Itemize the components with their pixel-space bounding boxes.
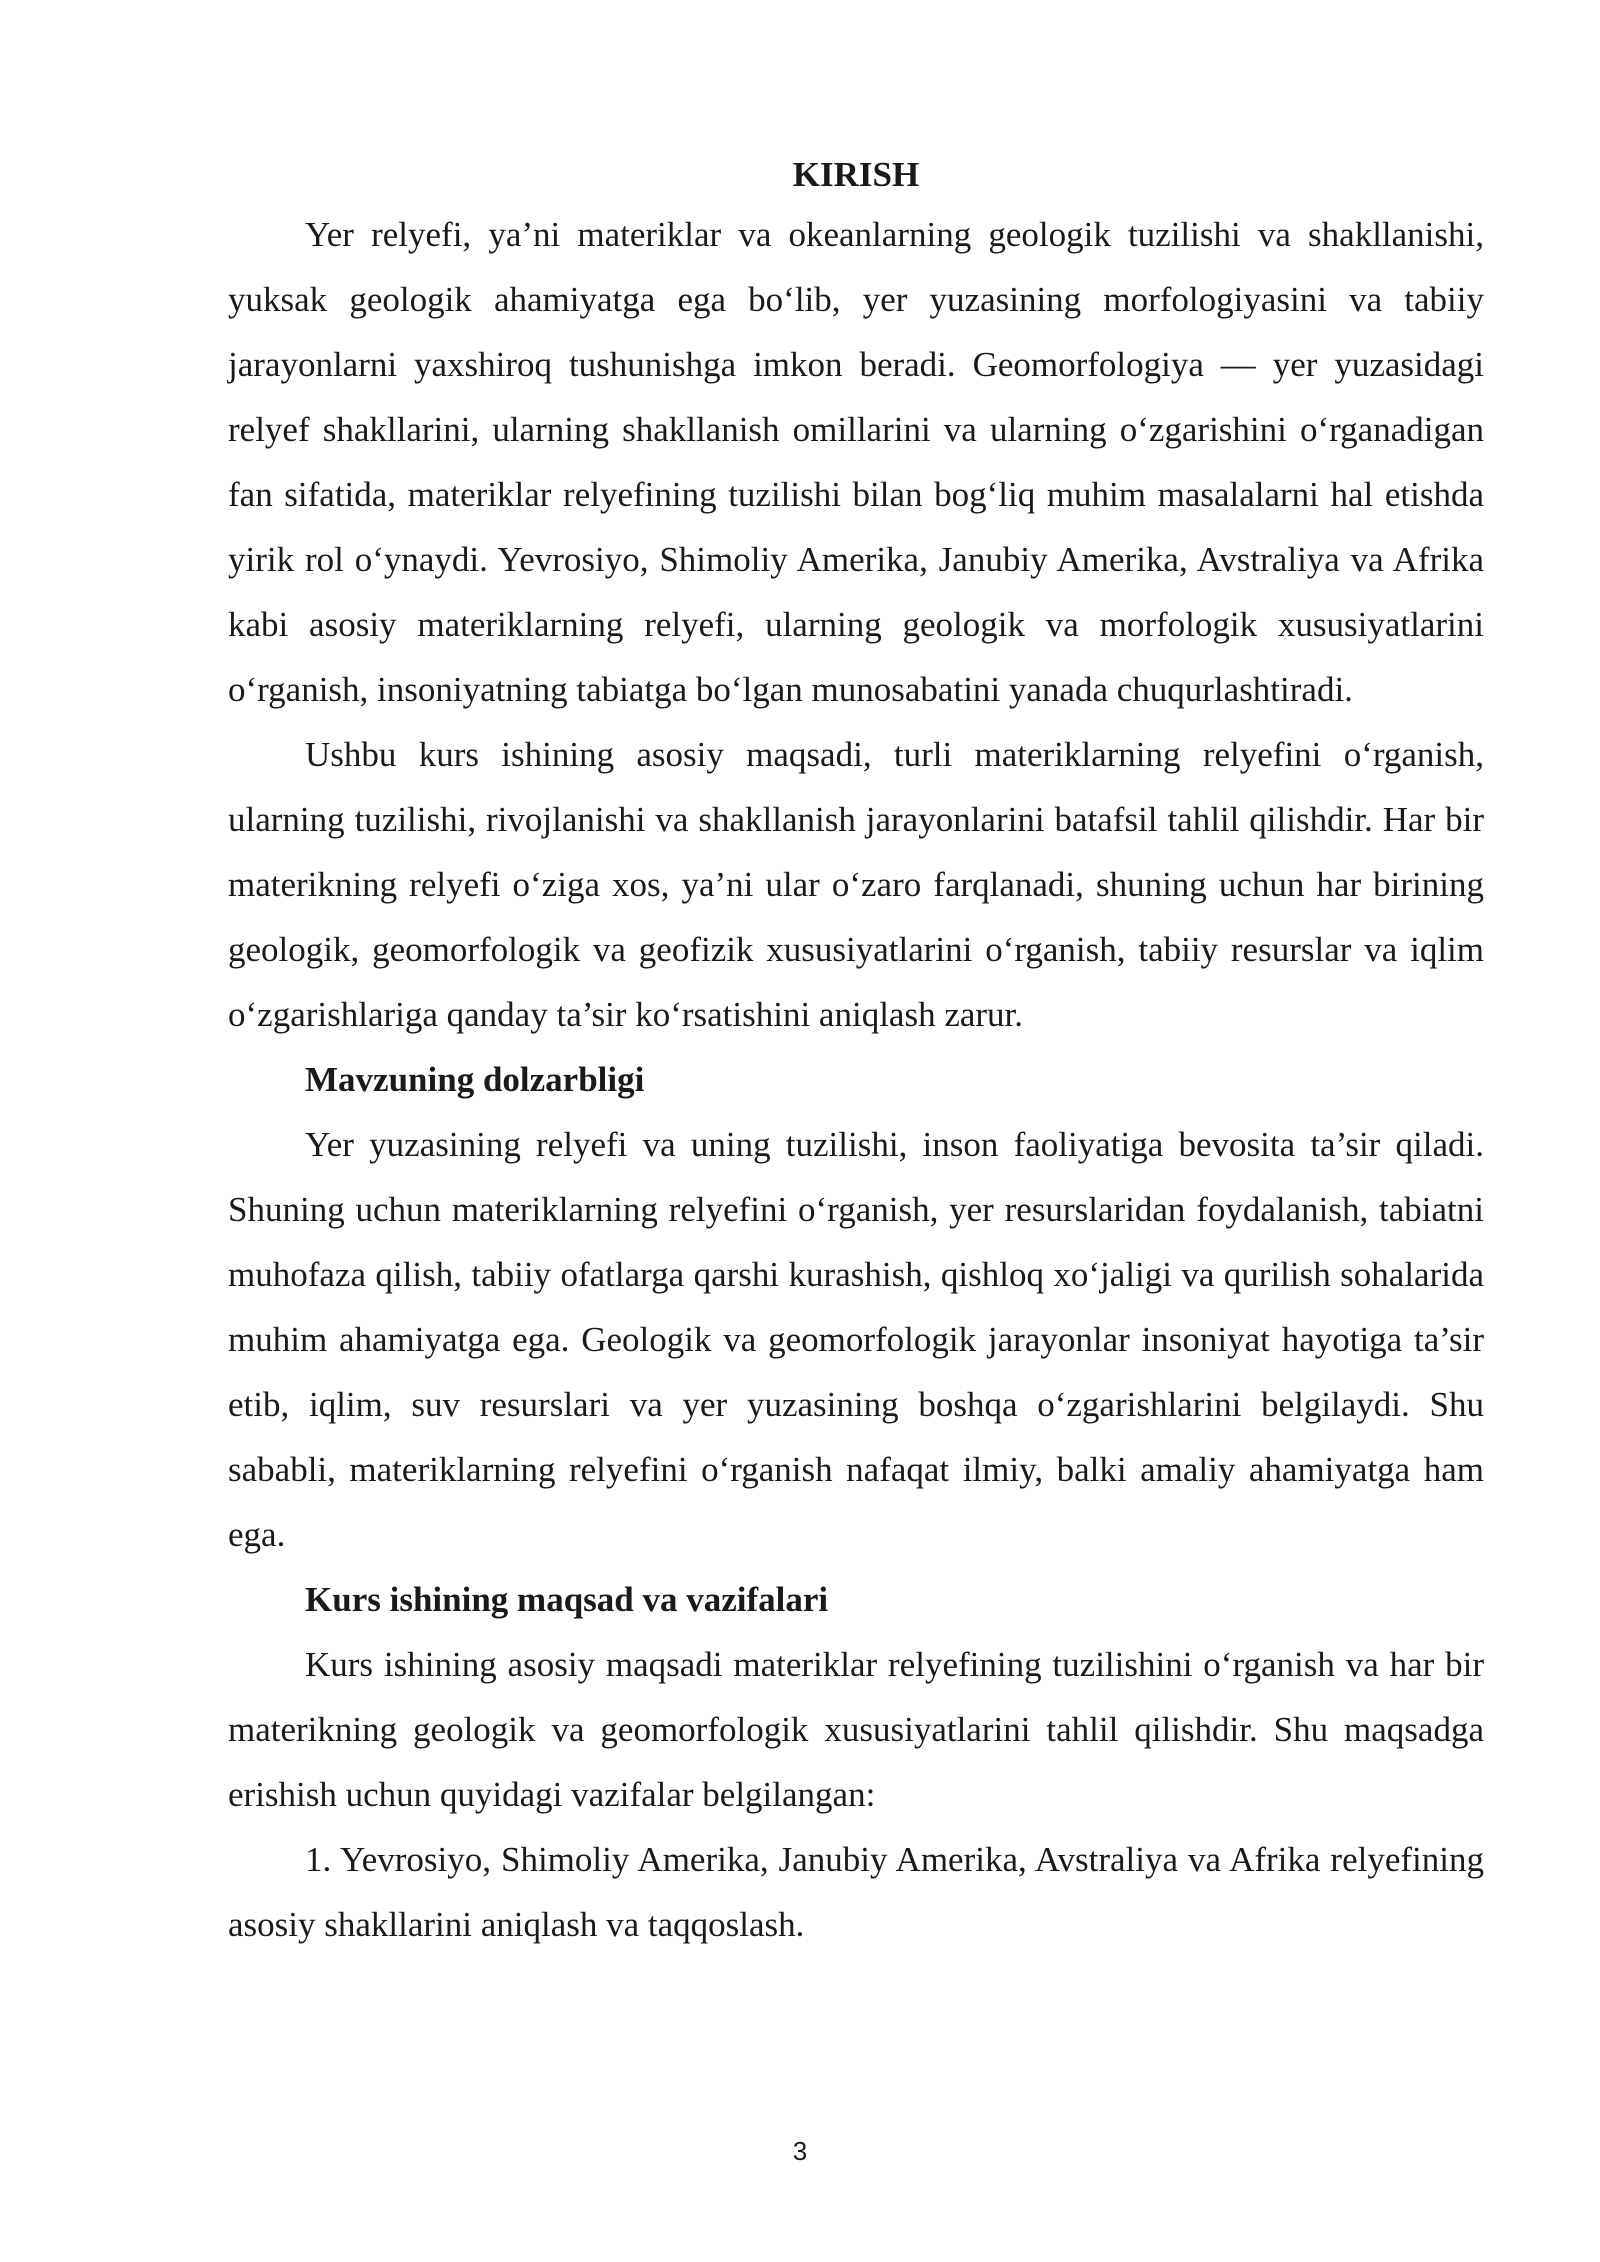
page-number: 3 <box>792 2136 808 2166</box>
page-title: KIRISH <box>792 155 920 194</box>
goals-paragraph: Kurs ishining asosiy maqsadi materiklar relyefining tuzilishini o‘rganish va har bir materikning geologik va geomorfologik xususiyatlarini tahlil qilishdir. Shu maqsadga erishish uchun quyidagi vazifalar belgilangan: <box>228 1645 1484 1814</box>
section-heading-relevance: Mavzuning dolzarbligi <box>305 1060 645 1099</box>
intro-paragraph-2: Ushbu kurs ishining asosiy maqsadi, turli materiklarning relyefini o‘rganish, ularning tuzilishi, rivojlanishi va shakllanish jarayonlarini batafsil tahlil qilishdir. Har bir materikning relyefi o‘ziga xos, ya’ni ular o‘zaro farqlanadi, shuning uchun har birining geologik, geomorfologik va geofizik xususiyatlarini o‘rganish, tabiiy resurslar va iqlim o‘zgarishlariga qanday ta’sir ko‘rsatishini aniqlash zarur. <box>228 735 1484 1034</box>
intro-paragraph-1: Yer relyefi, ya’ni materiklar va okeanlarning geologik tuzilishi va shakllanishi, yuksak geologik ahamiyatga ega bo‘lib, yer yuzasining morfologiyasini va tabiiy jarayonlarni yaxshiroq tushunishga imkon beradi. Geomorfologiya — yer yuzasidagi relyef shakllarini, ularning shakllanish omillarini va ularning o‘zgarishini o‘rganadigan fan sifatida, materiklar relyefining tuzilishi bilan bog‘liq muhim masalalarni hal etishda yirik rol o‘ynaydi. Yevrosiyo, Shimoliy Amerika, Janubiy Amerika, Avstraliya va Afrika kabi asosiy materiklarning relyefi, ularning geologik va morfologik xususiyatlarini o‘rganish, insoniyatning tabiatga bo‘lgan munosabatini yanada chuqurlashtiradi. <box>228 215 1484 709</box>
page-content <box>228 148 1484 1957</box>
relevance-paragraph: Yer yuzasining relyefi va uning tuzilishi, inson faoliyatiga bevosita ta’sir qiladi. Shuning uchun materiklarning relyefini o‘rganish, yer resurslaridan foydalanish, tabiatni muhofaza qilish, tabiiy ofatlarga qarshi kurashish, qishloq xo‘jaligi va qurilish sohalarida muhim ahamiyatga ega. Geologik va geomorfologik jarayonlar insoniyat hayotiga ta’sir etib, iqlim, suv resurslari va yer yuzasining boshqa o‘zgarishlarini belgilaydi. Shu sababli, materiklarning relyefini o‘rganish nafaqat ilmiy, balki amaliy ahamiyatga ham ega. <box>228 1125 1484 1554</box>
task-list-item: 1. Yevrosiyo, Shimoliy Amerika, Janubiy Amerika, Avstraliya va Afrika relyefining asosiy shakllarini aniqlash va taqqoslash. <box>228 1840 1484 1944</box>
section-heading-goals: Kurs ishining maqsad va vazifalari <box>305 1580 829 1619</box>
